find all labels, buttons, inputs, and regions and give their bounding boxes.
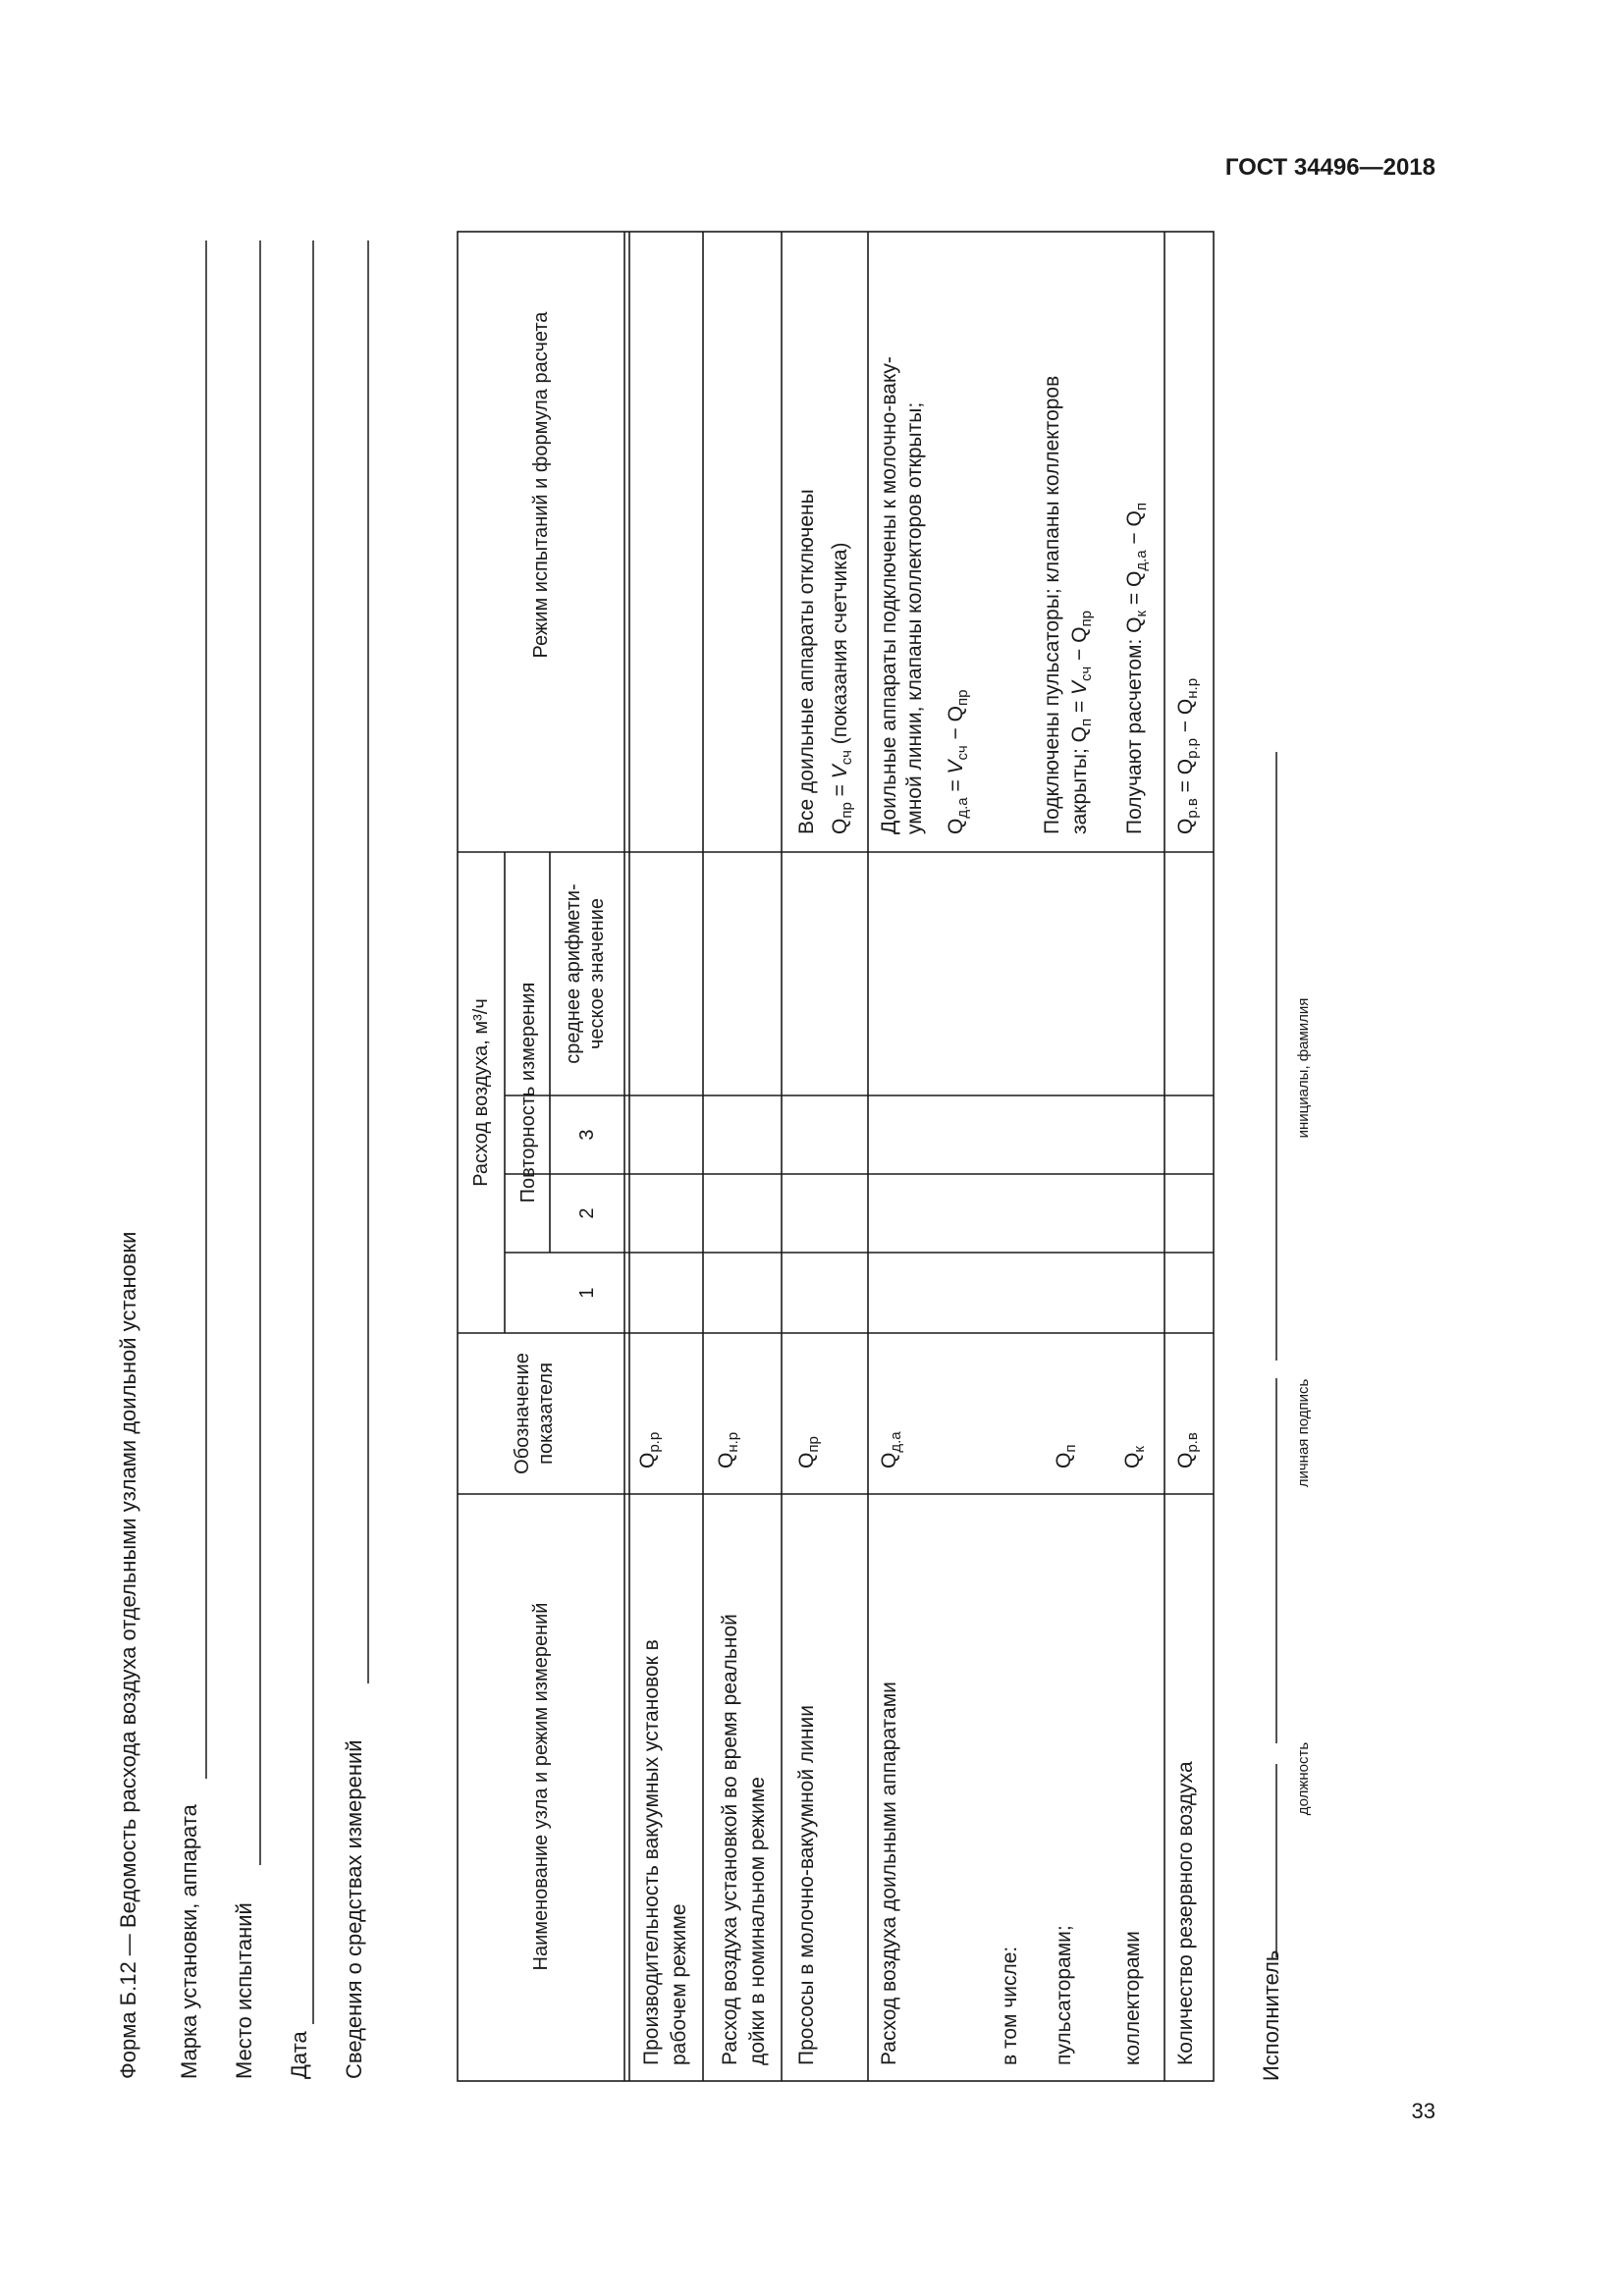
signature-label-visible: Исполнитель bbox=[1259, 1949, 1283, 2081]
row2-designation: $Q_{н.р}$ bbox=[715, 1431, 741, 1468]
field-measuring-info: Сведения о средствах измерений bbox=[342, 1739, 366, 2079]
row4-designation-2: $Q_п$ bbox=[1053, 1444, 1079, 1468]
header-repeat-3: 3 bbox=[576, 1129, 598, 1141]
row4-mode-1: Доильные аппараты подключены к молочно-ваку- bbox=[878, 356, 900, 834]
header-mean-1: среднее арифмети- bbox=[563, 883, 584, 1064]
row1-name-2: рабочем режиме bbox=[668, 1903, 690, 2065]
header-mode: Режим испытаний и формула расчета bbox=[530, 311, 552, 659]
row5-name: Количество резервного воздуха bbox=[1174, 1761, 1197, 2065]
row4-name-pulsators: пульсаторами; bbox=[1053, 1925, 1075, 2065]
table-grid bbox=[458, 232, 1214, 2081]
row3-name: Прососы в молочно-вакуумной линии bbox=[795, 1705, 818, 2065]
header-name: Наименование узла и режим измерений bbox=[530, 1602, 552, 1971]
field-place: Место испытаний bbox=[232, 1902, 256, 2079]
signature-caption-name: инициалы, фамилия bbox=[1295, 997, 1312, 1139]
doc-number: ГОСТ 34496—2018 bbox=[1224, 154, 1435, 181]
header-repeat-2: 2 bbox=[576, 1207, 598, 1219]
row4-mode-3: $Q_{д.а} = V_{сч} - Q_{пр}$ bbox=[945, 689, 971, 834]
page-number: 33 bbox=[1411, 2099, 1435, 2123]
signature-caption-position: должность bbox=[1295, 1741, 1312, 1816]
row5-designation: $Q_{р.в}$ bbox=[1174, 1432, 1201, 1468]
row4-name-1: Расход воздуха доильными аппаратами bbox=[878, 1682, 900, 2065]
signature-caption-signature: личная подпись bbox=[1295, 1378, 1312, 1488]
row4-mode-4: Подключены пульсаторы; клапаны коллекторов bbox=[1041, 375, 1063, 834]
row5-mode: $Q_{р.в} = Q_{р.р} - Q_{н.р}$ bbox=[1174, 677, 1201, 834]
row4-name-collectors: коллекторами bbox=[1121, 1931, 1144, 2065]
row4-designation-3: $Q_к$ bbox=[1121, 1446, 1148, 1468]
row3-mode-2: $Q_{пр} = V_{сч}$ (показания счетчика) bbox=[829, 542, 855, 834]
row3-mode-1: Все доильные аппараты отключены bbox=[795, 489, 818, 834]
header-designation-1: Обозначение bbox=[512, 1353, 533, 1474]
header-mean-2: ческое значение bbox=[586, 897, 608, 1050]
header-repeat-1: 1 bbox=[576, 1287, 598, 1299]
row4-mode-5: закрыты; $Q_п = V_{сч} - Q_{пр}$ bbox=[1068, 611, 1095, 834]
field-date: Дата bbox=[287, 2031, 311, 2079]
row2-name-1: Расход воздуха установкой во время реальной bbox=[719, 1614, 741, 2065]
row2-name-2: дойки в номинальном режиме bbox=[746, 1777, 769, 2065]
row3-designation: $Q_{пр}$ bbox=[795, 1436, 822, 1468]
form-title: Форма Б.12 — Ведомость расхода воздуха отдельными узлами доильной установки bbox=[116, 1231, 140, 2079]
header-air-flow: Расход воздуха, м³/ч bbox=[470, 998, 492, 1187]
row1-designation: $Q_{р.р}$ bbox=[636, 1431, 663, 1468]
row4-mode-2: умной линии, клапаны коллекторов открыты; bbox=[903, 401, 926, 834]
row4-name-in-total: в том числе: bbox=[999, 1946, 1021, 2065]
row4-designation-1: $Q_{д.а}$ bbox=[878, 1431, 904, 1468]
field-brand: Марка установки, аппарата bbox=[177, 1804, 201, 2079]
row1-name-1: Производительность вакуумных установок в bbox=[640, 1639, 663, 2065]
row4-mode-6: Получают расчетом: $Q_к = Q_{д.а} - Q_п$ bbox=[1123, 503, 1150, 834]
header-repeat: Повторность измерения bbox=[517, 982, 539, 1203]
header-designation-2: показателя bbox=[535, 1362, 557, 1465]
